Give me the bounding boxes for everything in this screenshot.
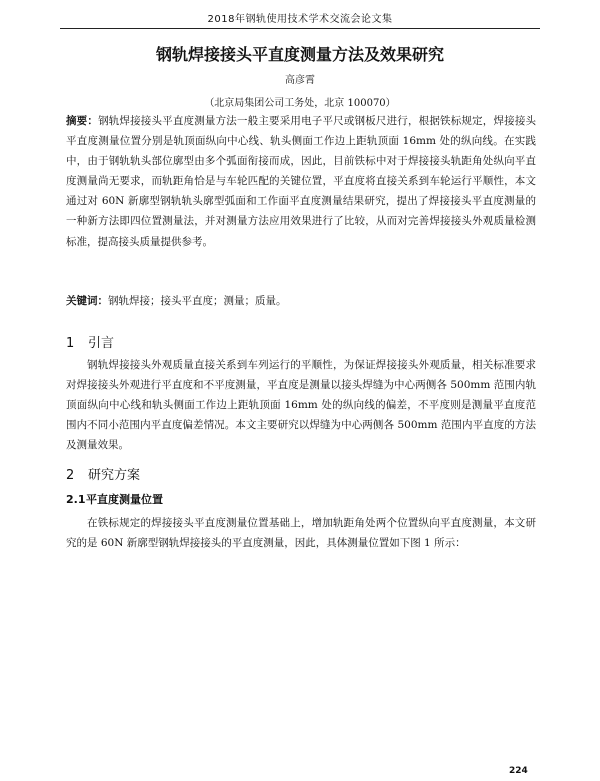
keywords — [66, 292, 536, 310]
keywords-label: 关键词： — [66, 295, 108, 307]
section-number: 2 — [66, 468, 75, 483]
subsection-heading-measurement-position — [66, 491, 163, 507]
section-heading-research-plan — [66, 464, 140, 483]
measurement-position-paragraph: 在铁标规定的焊接接头平直度测量位置基础上，增加轨距角处两个位置纵向平直度测量，本文研究的是 60N 新廓型钢轨焊接接头的平直度测量，因此，具体测量位置如下图 1 所示： — [66, 517, 536, 550]
introduction-paragraph: 钢轨焊接接头外观质量直接关系到车列运行的平顺性，为保证焊接接头外观质量，相关标准要求对焊接接头外观进行平直度和不平度测量，平直度是测量以接头焊缝为中心两侧各 500mm 范围内轨顶面纵向中心线和轨头侧面工作边上距轨顶面 16mm 处的纵向线的偏差，不平度则是测量平直度范围内不同小范围内平直度偏差情况。本文主要研究以焊缝为中心两侧各 500mm 范围内平直度的方法及测量效果。 — [66, 359, 536, 452]
running-header: 2018年钢轨使用技术学术交流会论文集 — [60, 10, 540, 29]
subsection-number: 2.1 — [66, 493, 86, 506]
abstract-label: 摘要： — [66, 115, 99, 127]
keywords-text: 钢轨焊接；接头平直度；测量；质量。 — [108, 295, 287, 307]
page-number: 224 — [509, 766, 528, 776]
affiliation: （北京局集团公司工务处，北京 100070） — [204, 98, 396, 109]
abstract — [66, 111, 536, 252]
section-heading-introduction — [66, 332, 114, 351]
subsection-title: 平直度测量位置 — [86, 493, 163, 506]
paper-title: 钢轨焊接接头平直度测量方法及效果研究 — [155, 45, 444, 64]
section-title: 研究方案 — [88, 468, 141, 483]
section-number: 1 — [66, 336, 75, 351]
author: 高彦霄 — [285, 75, 315, 86]
section-title: 引言 — [88, 336, 115, 351]
abstract-text: 钢轨焊接接头平直度测量方法一般主要采用电子平尺或钢板尺进行，根据铁标规定，焊接接头平直度测量位置分别是轨顶面纵向中心线、轨头侧面工作边上距轨顶面 16mm 处的纵向线。在实践中，由于钢轨轨头部位廓型由多个弧面衔接而成，因此，目前铁标中对于焊接接头轨距角处纵向平直度测量尚无要求，而轨距角恰是与车轮匹配的关键位置，平直度将直接关系到车轮运行平顺性，本文通过对 60N 新廓型钢轨轨头廓型弧面和工作面平直度测量结果研究，提出了焊接接头平直度测量的一种新方法即四位置测量法，并对测量方法应用效果进行了比较，从而对完善焊接接头外观质量检测标准，提高接头质量提供参考。 — [66, 115, 537, 248]
